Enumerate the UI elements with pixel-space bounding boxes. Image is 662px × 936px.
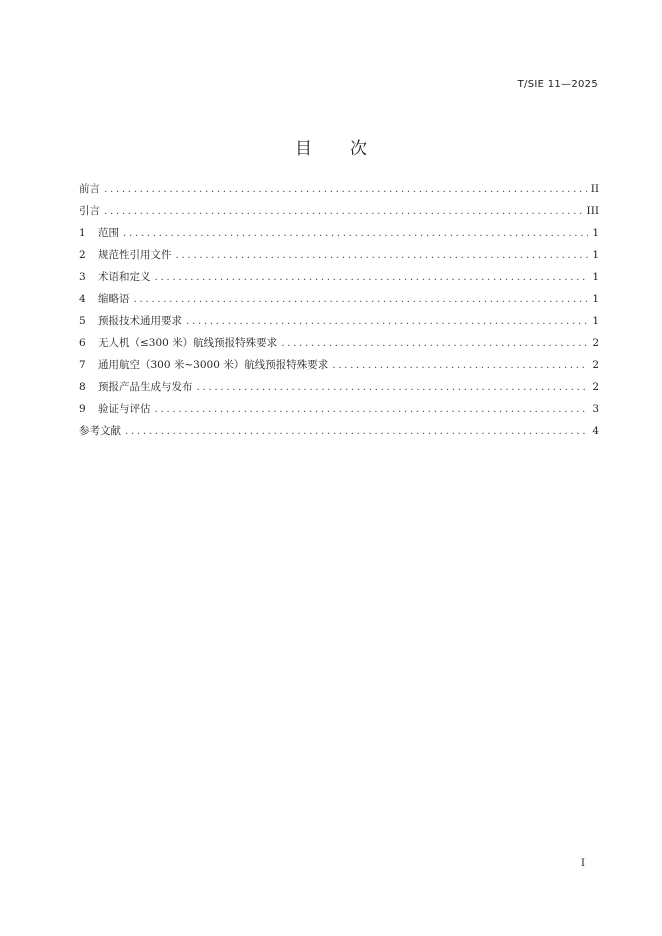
toc-leader-dots bbox=[104, 180, 587, 198]
toc-entry-number: 2 bbox=[79, 249, 86, 261]
toc-entry-page: 3 bbox=[592, 403, 599, 415]
toc-entry-label: 预报技术通用要求 bbox=[98, 315, 182, 327]
toc-entry-foreword[interactable] bbox=[79, 180, 599, 202]
toc-entry-label: 规范性引用文件 bbox=[98, 249, 172, 261]
toc-entry-number: 7 bbox=[79, 359, 86, 371]
toc-leader-dots bbox=[104, 202, 583, 220]
toc-entry-6[interactable] bbox=[79, 334, 599, 356]
toc-entry-3[interactable] bbox=[79, 268, 599, 290]
toc-entry-label: 引言 bbox=[79, 205, 100, 217]
toc-entry-bibliography[interactable] bbox=[79, 422, 599, 444]
toc-entry-number: 8 bbox=[79, 381, 86, 393]
document-id: T/SIE 11—2025 bbox=[517, 79, 598, 90]
toc-entry-page: 1 bbox=[592, 293, 599, 305]
toc-entry-page: II bbox=[590, 183, 599, 195]
toc-entry-page: 4 bbox=[592, 425, 599, 437]
toc-entry-number: 4 bbox=[79, 293, 86, 305]
toc-entry-label: 范围 bbox=[98, 227, 119, 239]
toc-entry-number: 9 bbox=[79, 403, 86, 415]
toc-leader-dots bbox=[134, 290, 589, 308]
toc-entry-number: 5 bbox=[79, 315, 86, 327]
toc-entry-4[interactable] bbox=[79, 290, 599, 312]
toc-entry-page: 2 bbox=[592, 381, 599, 393]
toc-entry-label: 参考文献 bbox=[79, 425, 121, 437]
toc-leader-dots bbox=[197, 378, 589, 396]
toc-leader-dots bbox=[332, 356, 588, 374]
toc-entry-5[interactable] bbox=[79, 312, 599, 334]
toc-entry-label: 通用航空（300 米~3000 米）航线预报特殊要求 bbox=[98, 359, 329, 371]
toc-leader-dots bbox=[176, 246, 589, 264]
toc-entry-number: 1 bbox=[79, 227, 86, 239]
toc-entry-label: 术语和定义 bbox=[98, 271, 151, 283]
toc-leader-dots bbox=[281, 334, 588, 352]
toc-entry-9[interactable] bbox=[79, 400, 599, 422]
toc-entry-page: III bbox=[586, 205, 599, 217]
toc-entry-introduction[interactable] bbox=[79, 202, 599, 224]
toc-leader-dots bbox=[186, 312, 588, 330]
toc-entry-label: 缩略语 bbox=[98, 293, 130, 305]
toc-entry-label: 前言 bbox=[79, 183, 100, 195]
toc-entry-7[interactable] bbox=[79, 356, 599, 378]
toc-leader-dots bbox=[155, 268, 589, 286]
toc-entry-2[interactable] bbox=[79, 246, 599, 268]
toc-leader-dots bbox=[123, 224, 588, 242]
toc-entry-page: 1 bbox=[592, 249, 599, 261]
toc-leader-dots bbox=[125, 422, 588, 440]
toc-entry-page: 1 bbox=[592, 271, 599, 283]
page-number: I bbox=[581, 858, 585, 869]
toc-entry-label: 预报产品生成与发布 bbox=[98, 381, 193, 393]
toc-entry-page: 2 bbox=[592, 337, 599, 349]
toc-entry-number: 3 bbox=[79, 271, 86, 283]
toc-leader-dots bbox=[155, 400, 589, 418]
toc-entry-page: 2 bbox=[592, 359, 599, 371]
toc-entry-label: 无人机（≤300 米）航线预报特殊要求 bbox=[98, 337, 278, 349]
toc-entry-8[interactable] bbox=[79, 378, 599, 400]
toc-title: 目次 bbox=[295, 139, 405, 159]
toc-entry-page: 1 bbox=[592, 227, 599, 239]
toc-entry-label: 验证与评估 bbox=[98, 403, 151, 415]
toc-entry-number: 6 bbox=[79, 337, 86, 349]
toc-entry-1[interactable] bbox=[79, 224, 599, 246]
toc-entry-page: 1 bbox=[592, 315, 599, 327]
table-of-contents bbox=[79, 180, 599, 444]
